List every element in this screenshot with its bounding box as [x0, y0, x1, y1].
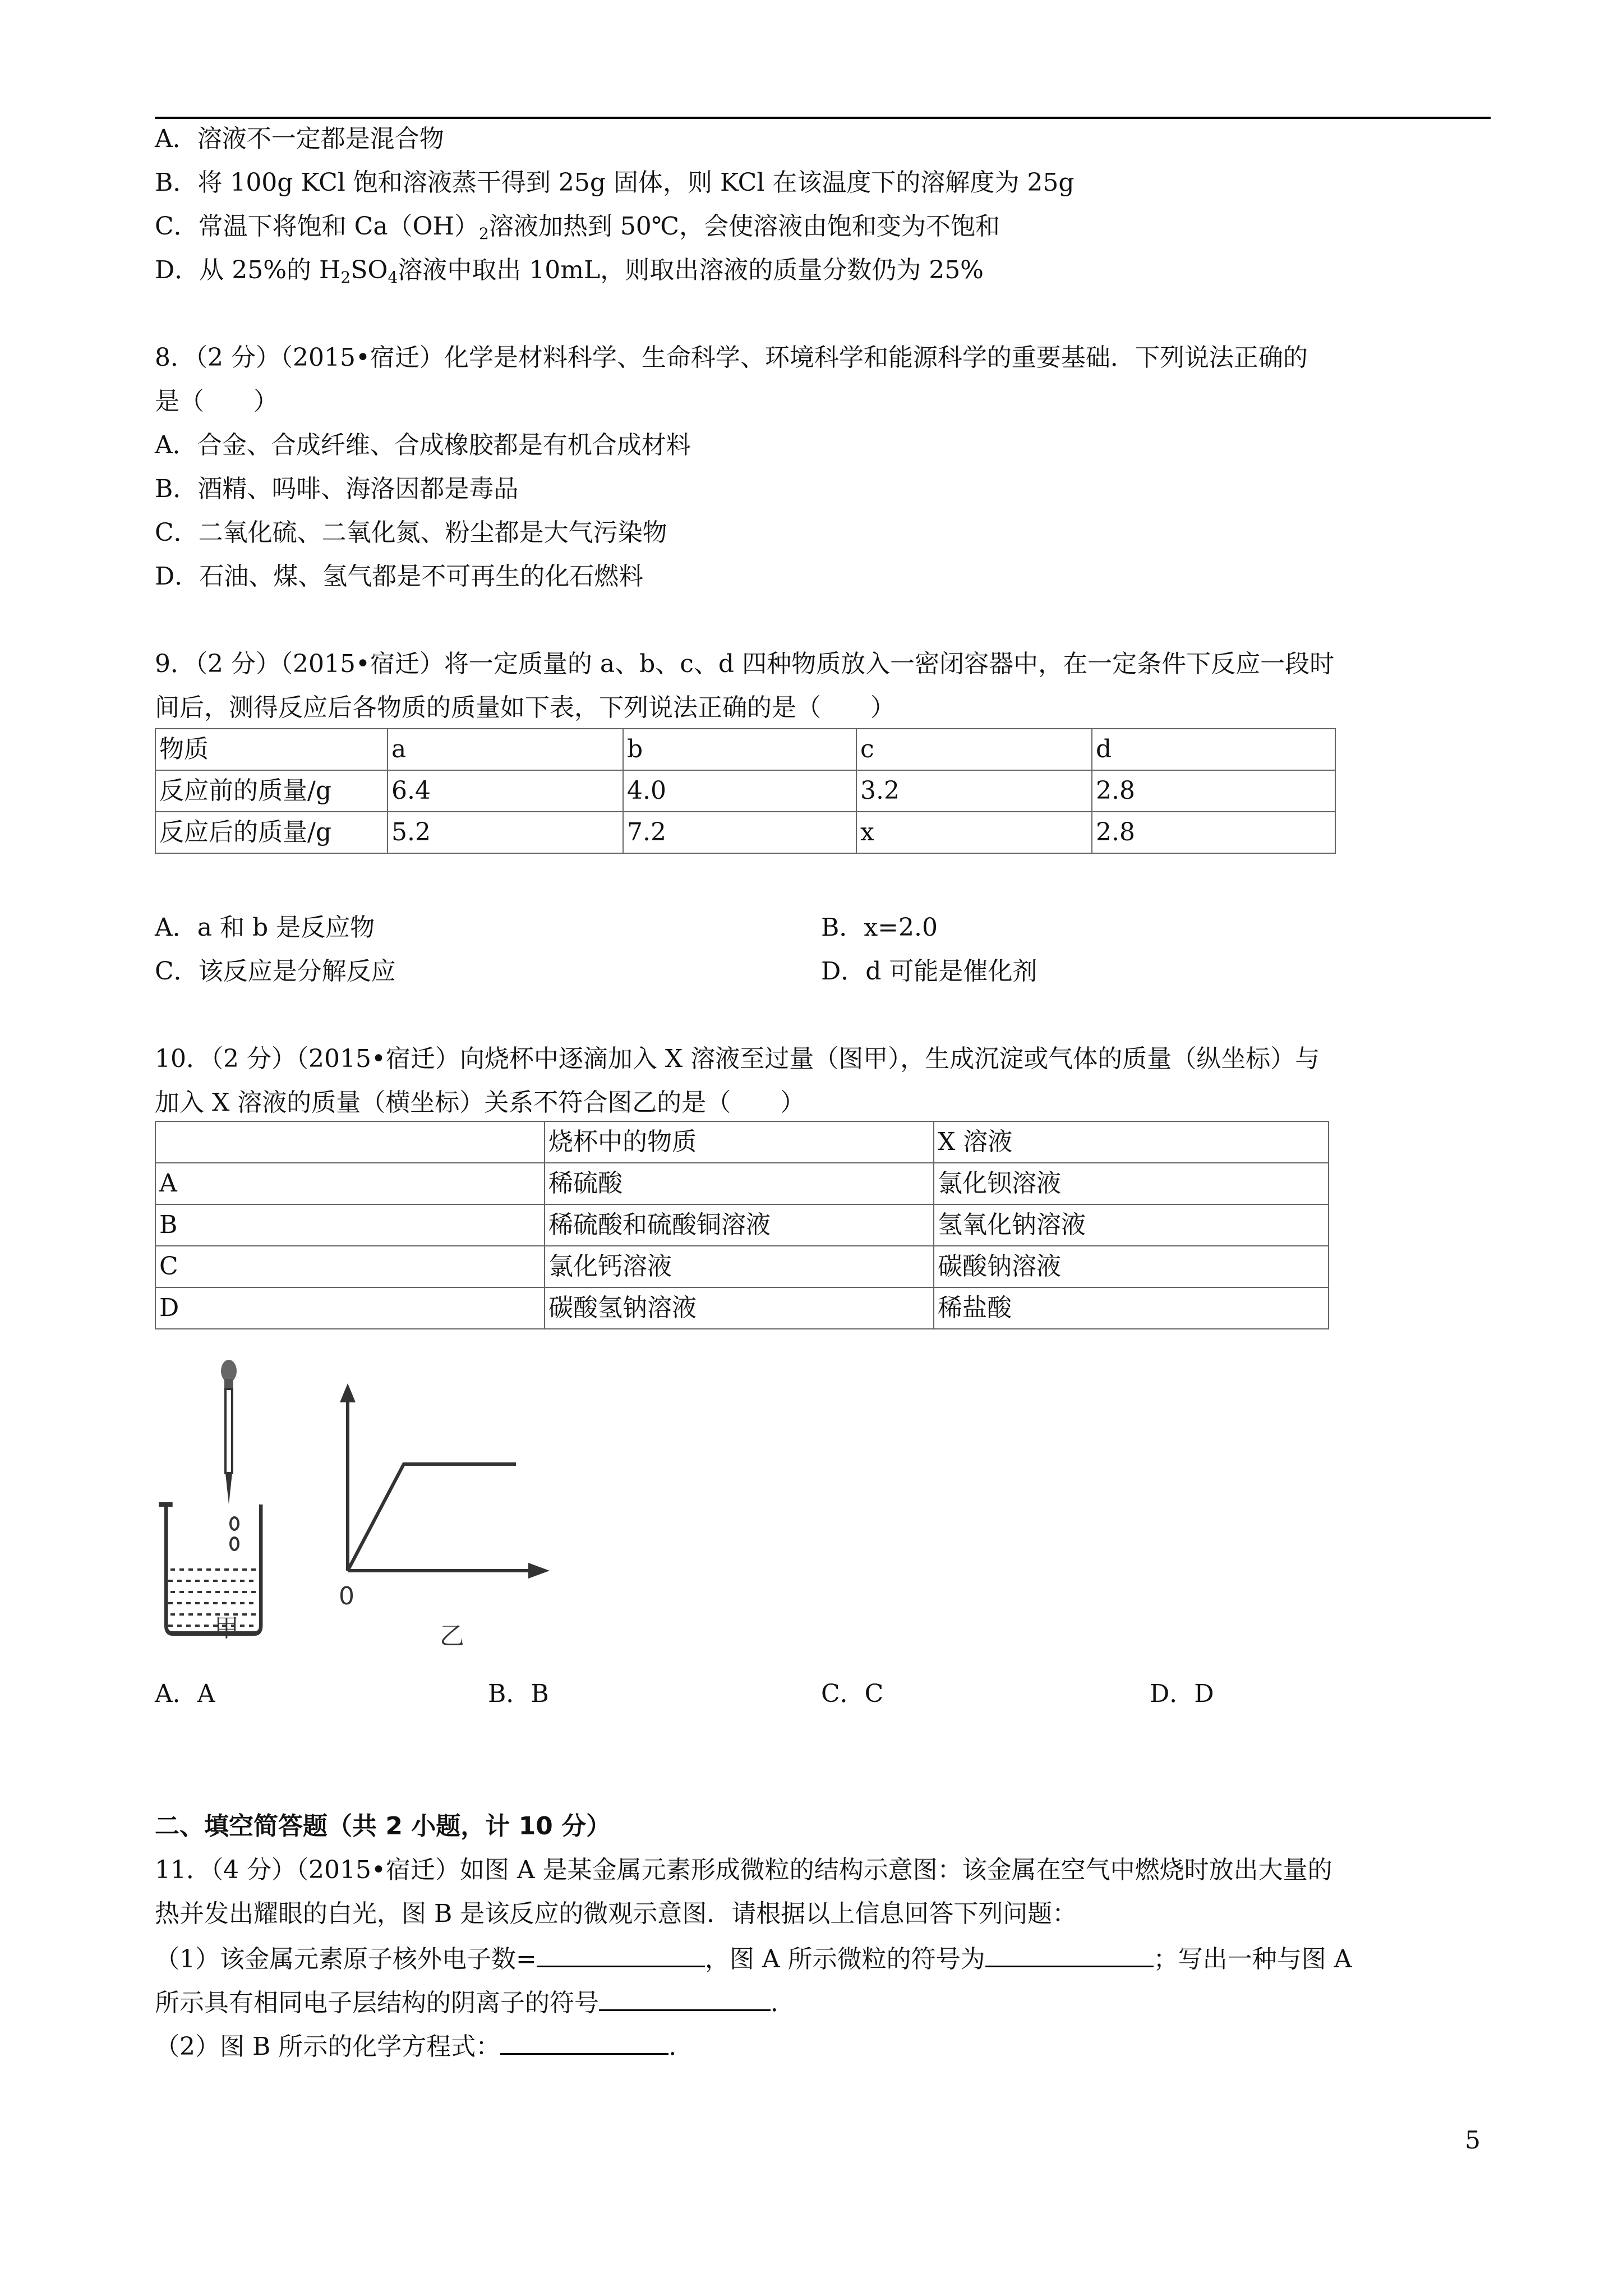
q10-option-c: C．C — [821, 1680, 884, 1708]
table-row — [155, 1204, 1329, 1246]
q10-option-d: D．D — [1150, 1680, 1214, 1708]
answer-blank-anion-symbol[interactable] — [599, 1985, 771, 2011]
q10-stem-line1: 10．（2 分）（2015•宿迁）向烧杯中逐滴加入 X 溶液至过量（图甲），生成沉淀或气体的质量（纵坐标）与 — [155, 1045, 1320, 1073]
curve-line — [348, 1464, 516, 1571]
header-rule — [155, 117, 1491, 119]
answer-blank-equation[interactable] — [500, 2028, 668, 2055]
table-cell: C — [155, 1246, 545, 1287]
table-cell: 6.4 — [388, 770, 623, 812]
table-cell: B — [155, 1204, 545, 1246]
table-cell: X 溶液 — [934, 1121, 1329, 1163]
q7-option-d: D．从 25%的 $H_2SO_4$溶液中取出 10mL，则取出溶液的质量分数仍为 25% — [155, 256, 984, 287]
q7-option-b: B．将 100g KCl 饱和溶液蒸干得到 25g 固体，则 KCl 在该温度下的溶解度为 25g — [155, 168, 1075, 197]
q8-stem-line1: 8．（2 分）（2015•宿迁）化学是材料科学、生命科学、环境科学和能源科学的重要基础．下列说法正确的 — [155, 343, 1308, 372]
q8-option-a: A．合金、合成纤维、合成橡胶都是有机合成材料 — [155, 431, 691, 459]
table-cell: 氯化钡溶液 — [934, 1163, 1329, 1204]
table-cell — [155, 1121, 545, 1163]
figure-yi-label: 乙 — [440, 1622, 464, 1650]
q11-stem-line2: 热并发出耀眼的白光，图 B 是该反应的微观示意图．请根据以上信息回答下列问题： — [155, 1899, 1077, 1928]
table-cell: b — [623, 729, 856, 770]
table-cell: 碳酸钠溶液 — [934, 1246, 1329, 1287]
table-row — [155, 1121, 1329, 1163]
beaker-dropper-figure — [151, 1358, 264, 1638]
q9-option-b: B．x=2.0 — [821, 913, 938, 942]
table-cell: 反应后的质量/g — [155, 812, 388, 853]
table-cell: 2.8 — [1092, 770, 1335, 812]
q10-option-b: B．B — [488, 1680, 549, 1708]
q9-stem-line2: 间后，测得反应后各物质的质量如下表，下列说法正确的是（ ） — [155, 693, 895, 722]
table-cell: 稀硫酸和硫酸铜溶液 — [545, 1204, 934, 1246]
table-cell: 物质 — [155, 729, 388, 770]
q9-option-a: A．a 和 b 是反应物 — [155, 913, 375, 942]
table-cell: 碳酸氢钠溶液 — [545, 1287, 934, 1329]
table-cell: c — [856, 729, 1092, 770]
beaker-icon — [159, 1504, 261, 1634]
table-cell: 7.2 — [623, 812, 856, 853]
q11-part1-line1: （1）该金属元素原子核外电子数= ，图 A 所示微粒的符号为 ；写出一种与图 A — [155, 1941, 1352, 1975]
page-number: 5 — [1465, 2126, 1481, 2155]
dropper-icon — [221, 1360, 237, 1504]
q10-option-a: A．A — [155, 1680, 215, 1708]
table-cell: D — [155, 1287, 545, 1329]
table-cell: 2.8 — [1092, 812, 1335, 853]
table-cell: a — [388, 729, 623, 770]
figure-jia-label: 甲 — [214, 1614, 239, 1642]
table-cell: d — [1092, 729, 1335, 770]
table-cell: 反应前的质量/g — [155, 770, 388, 812]
table-cell: 稀盐酸 — [934, 1287, 1329, 1329]
table-row — [155, 1163, 1329, 1204]
table-cell: 稀硫酸 — [545, 1163, 934, 1204]
table-row — [155, 770, 1335, 812]
table-row — [155, 1287, 1329, 1329]
table-row — [155, 812, 1335, 853]
q11-part2: （2）图 B 所示的化学方程式： ． — [155, 2028, 693, 2062]
answer-blank-particle-symbol[interactable] — [985, 1941, 1154, 1967]
q11-stem-line1: 11．（4 分）（2015•宿迁）如图 A 是某金属元素形成微粒的结构示意图：该金属在空气中燃烧时放出大量的 — [155, 1856, 1332, 1884]
q8-stem-line2: 是（ ） — [155, 387, 278, 416]
table-cell: 4.0 — [623, 770, 856, 812]
q7-option-c: C．常温下将饱和 $Ca(OH)_2$溶液加热到 50℃，会使溶液由饱和变为不饱和 — [155, 212, 1000, 243]
q7-option-a: A．溶液不一定都是混合物 — [155, 125, 444, 153]
y-axis — [340, 1383, 356, 1571]
q9-option-c: C．该反应是分解反应 — [155, 957, 396, 986]
graph-origin-label: 0 — [339, 1582, 354, 1611]
table-cell: 3.2 — [856, 770, 1092, 812]
section2-heading: 二、填空简答题（共 2 小题，计 10 分） — [155, 1812, 611, 1841]
q8-option-b: B．酒精、吗啡、海洛因都是毒品 — [155, 475, 519, 503]
answer-blank-electron-count[interactable] — [537, 1941, 705, 1967]
q9-mass-table — [155, 728, 1336, 854]
q8-option-d: D．石油、煤、氢气都是不可再生的化石燃料 — [155, 562, 644, 591]
q10-reagent-table — [155, 1121, 1329, 1329]
table-cell: x — [856, 812, 1092, 853]
q11-part1-line2: 所示具有相同电子层结构的阴离子的符号 ． — [155, 1985, 795, 2018]
x-axis — [348, 1563, 550, 1579]
table-cell: 氢氧化钠溶液 — [934, 1204, 1329, 1246]
table-cell: 5.2 — [388, 812, 623, 853]
q10-stem-line2: 加入 X 溶液的质量（横坐标）关系不符合图乙的是（ ） — [155, 1088, 805, 1117]
table-cell: 氯化钙溶液 — [545, 1246, 934, 1287]
graph-figure — [325, 1380, 561, 1582]
q8-option-c: C．二氧化硫、二氧化氮、粉尘都是大气污染物 — [155, 518, 667, 547]
table-row — [155, 729, 1335, 770]
table-row — [155, 1246, 1329, 1287]
table-cell: 烧杯中的物质 — [545, 1121, 934, 1163]
q9-option-d: D．d 可能是催化剂 — [821, 957, 1038, 986]
table-cell: A — [155, 1163, 545, 1204]
q9-stem-line1: 9．（2 分）（2015•宿迁）将一定质量的 a、b、c、d 四种物质放入一密闭容器中，在一定条件下反应一段时 — [155, 650, 1335, 678]
